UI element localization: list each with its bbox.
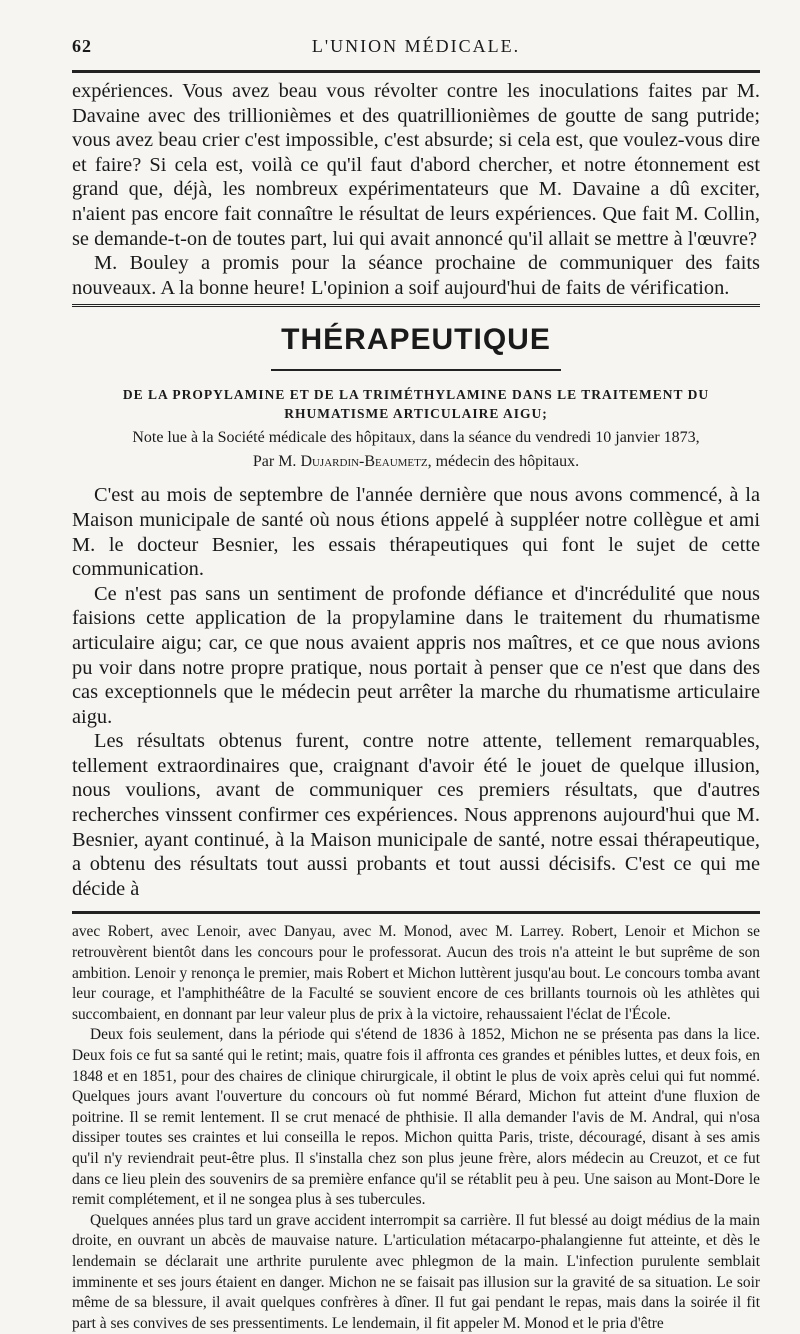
section-underline — [271, 369, 561, 371]
section-heading — [72, 315, 760, 365]
article-title: DE LA PROPYLAMINE ET DE LA TRIMÉTHYLAMINE DANS LE TRAITEMENT DU RHUMATISME ARTICULAIRE AIGU; — [122, 387, 710, 422]
paragraph: expériences. Vous avez beau vous révolter contre les inoculations faites par M. Davaine avec des trillionièmes et des quatrillionièmes de goutte de sang putride; vous avez beau crier c'est impossible, c'est absurde; si cela est, que voulez-vous dire et faire? Si cela est, voilà ce qu'il faut d'abord chercher, et notre étonnement est grand que, déjà, les nombreux expérimentateurs que M. Davaine a dû exciter, n'aient pas encore fait connaître le résultat de leurs expériences. Que fait M. Collin, se demande-t-on de toutes part, lui qui avait annoncé qu'il allait se mettre à l'œuvre? — [72, 80, 760, 250]
paragraph: C'est au mois de septembre de l'année dernière que nous avons commencé, à la Maison municipale de santé où nous étions appelé à suppléer notre collègue et ami M. le docteur Besnier, les essais thérapeutiques qui font le sujet de cette communication. — [72, 484, 760, 581]
page-number: 62 — [72, 36, 92, 56]
section-rule — [72, 304, 760, 309]
running-head — [72, 28, 760, 68]
paragraph: avec Robert, avec Lenoir, avec Danyau, avec M. Monod, avec M. Larrey. Robert, Lenoir et Michon se retrouvèrent bientôt dans les concours pour le professorat. Aucun des trois n'a atteint le but suprême de son ambition. Lenoir y renonça le premier, mais Robert et Michon luttèrent jusqu'au bout. Le concours tomba avant leur courage, et l'amphithéâtre de la Faculté se souvient encore de ces brillants tournois où les athlètes qui succombaient, en donnant par leur valeur plus de prix à la victoire, rehaussaient l'éclat de l'École. — [72, 923, 760, 1023]
header-rule — [72, 70, 760, 73]
journal-title: L'UNION MÉDICALE. — [311, 36, 521, 56]
feuilleton — [72, 922, 760, 1334]
paragraph: Ce n'est pas sans un sentiment de profonde défiance et d'incrédulité que nous faisions cette application de la propylamine dans le traitement du rhumatisme articulaire aigu; car, ce que nous avaient appris nos maîtres, et ce que nous avions pu voir dans notre propre pratique, nous portait à penser que ce n'est que dans des cas exceptionnels que le médecin peut arrêter la marche du rhumatisme articulaire aigu. — [72, 582, 760, 728]
author-suffix: , médecin des hôpitaux. — [427, 453, 580, 471]
article-note: Note lue à la Société médicale des hôpitaux, dans la séance du vendredi 10 janvier 1873, — [132, 429, 700, 447]
author-prefix: Par M. — [252, 453, 297, 471]
paragraph: M. Bouley a promis pour la séance prochaine de communiquer des faits nouveaux. A la bonne heure! L'opinion a soif aujourd'hui de faits de vérification. — [72, 252, 760, 299]
article-body — [72, 483, 760, 901]
paragraph: Les résultats obtenus furent, contre notre attente, tellement remarquables, tellement extraordinaires que, craignant d'avoir été le jouet de quelque illusion, nous voulions, avant de communiquer ces premiers résultats, que d'autres recherches vinssent confirmer ces expériences. Nous apprenons aujourd'hui que M. Besnier, ayant continué, à la Maison municipale de santé, notre essai thérapeutique, a obtenu des résultats tout aussi probants et tout aussi décisifs. C'est ce qui me décide à — [72, 730, 760, 900]
continued-article — [72, 79, 760, 300]
feuilleton-rule — [72, 911, 760, 914]
section-title: THÉRAPEUTIQUE — [281, 323, 551, 357]
author-name: Dujardin-Beaumetz — [300, 453, 428, 471]
paragraph: Deux fois seulement, dans la période qui s'étend de 1836 à 1852, Michon ne se présenta pas dans la lice. Deux fois ce fut sa santé qui le retint; mais, quatre fois il affronta ces grandes et pénibles luttes, et deux fois, en 1848 et en 1851, pour des chaires de clinique chirurgicale, il obtint le plus de voix après celui qui fut nommé. Quelques jours avant l'ouverture du concours où fut nommé Bérard, Michon fut atteint d'une fluxion de poitrine. Il se remit lentement. Il se crut menacé de phthisie. Il alla demander l'avis de M. Andral, qui n'osa dissiper toutes ses craintes et lui conseilla le repos. Michon quitta Paris, triste, découragé, disant à ses amis qu'il n'y reviendrait peut-être plus. Il s'installa chez son plus jeune frère, alors médecin au Creuzot, et ce fut dans ce lieu plein des souvenirs de sa première enfance qu'il se rétablit peu à peu. Une saison au Mont-Dore le remit complétement, et il ne songea plus à ses tubercules. — [72, 1026, 760, 1209]
paragraph: Quelques années plus tard un grave accident interrompit sa carrière. Il fut blessé au doigt médius de la main droite, en ouvrant un abcès de mauvaise nature. L'articulation métacarpo-phalangienne fut atteinte, et dès le lendemain se déclarait une arthrite purulente avec phlegmon de la main. L'infection purulente semblait imminente et ses jours étaient en danger. Michon ne se faisait pas illusion sur la gravité de sa situation. Le soir même de sa blessure, il avait quelques confrères à dîner. Il fut gai pendant le repas, mais dans la soirée il fit part à ses convives de ses pressentiments. Le lendemain, il fit appeler M. Monod et le pria d'être — [72, 1211, 760, 1332]
article-author — [72, 451, 760, 473]
